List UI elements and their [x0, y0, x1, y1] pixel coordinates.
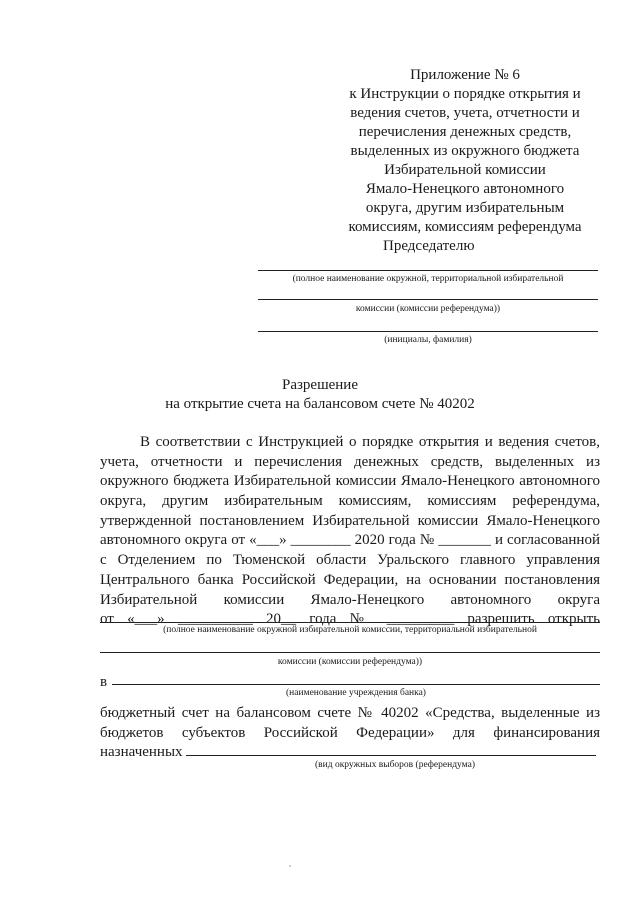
commission-fill-line-1[interactable]	[100, 622, 600, 623]
tail-line: бюджетов субъектов Российской Федерации» для финансирования	[100, 724, 600, 741]
tail-paragraph	[100, 704, 600, 763]
scan-speck	[289, 865, 291, 867]
appendix-line: округа, другим избирательным	[365, 200, 565, 216]
body-line: утвержденной постановлением Избирательной комиссии Ямало-Ненецкого	[100, 512, 600, 529]
appendix-line: ведения счетов, учета, отчетности и	[350, 105, 580, 121]
body-line: округа, другим избирательным комиссиям, комиссиям референдума,	[100, 493, 600, 510]
bank-prefix: в	[100, 674, 108, 690]
body-line: В соответствии с Инструкцией о порядке открытия и ведения счетов,	[140, 434, 600, 450]
body-line: Центрального банка Российской Федерации, на основании постановления	[100, 571, 600, 588]
addressee-caption-3: (инициалы, фамилия)	[384, 335, 472, 345]
body-line: от «___» __________ 20__ года № _________ разрешить открыть	[100, 611, 600, 628]
commission-caption-1: (полное наименование окружной избирательной комиссии, территориальной избирательной	[163, 625, 537, 635]
appendix-header	[320, 66, 610, 237]
body-paragraph	[100, 433, 600, 630]
body-line: с Отделением по Тюменской области Уральского главного управления	[100, 552, 600, 569]
addressee-fill-line-1[interactable]	[258, 270, 598, 271]
body-line: Избирательной комиссии Ямало-Ненецкого автономного округа	[100, 591, 600, 608]
appendix-line: выделенных из окружного бюджета	[350, 143, 580, 159]
addressee-fill-line-3[interactable]	[258, 331, 598, 332]
bank-fill-line[interactable]	[112, 684, 600, 685]
appendix-line: Избирательной комиссии	[384, 162, 546, 178]
addressee-caption-1: (полное наименование окружной, территориальной избирательной	[292, 274, 564, 284]
addressee-fill-line-2[interactable]	[258, 299, 598, 300]
document-title: Разрешение	[281, 377, 358, 393]
addressee-label: Председателю	[383, 238, 475, 254]
body-line: окружного бюджета Избирательной комиссии Ямало-Ненецкого автономного	[100, 473, 600, 490]
addressee-caption-2: комиссии (комиссии референдума))	[355, 304, 501, 314]
appendix-line: комиссиям, комиссиям референдума	[348, 219, 582, 235]
appendix-line: перечисления денежных средств,	[358, 124, 572, 140]
appendix-line: к Инструкции о порядке открытия и	[349, 86, 581, 102]
appendix-line: Приложение № 6	[410, 67, 520, 83]
election-type-caption: (вид окружных выборов (референдума)	[315, 760, 475, 770]
tail-line: бюджетный счет на балансовом счете № 40202 «Средства, выделенные из	[100, 705, 600, 721]
body-line: автономного округа от «___» ________ 2020 года № _______ и согласованной	[100, 532, 600, 549]
election-type-fill-line[interactable]	[186, 743, 596, 756]
commission-fill-line-2[interactable]	[100, 652, 600, 653]
commission-caption-2: комиссии (комиссии референдума))	[277, 657, 423, 667]
appendix-line: Ямало-Ненецкого автономного	[365, 181, 565, 197]
document-subtitle: на открытие счета на балансовом счете № 40202	[165, 396, 475, 412]
body-line: учета, отчетности и перечисления денежных средств, выделенных из	[100, 453, 600, 470]
tail-line-label: назначенных	[100, 744, 183, 761]
bank-caption: (наименование учреждения банка)	[286, 688, 426, 698]
